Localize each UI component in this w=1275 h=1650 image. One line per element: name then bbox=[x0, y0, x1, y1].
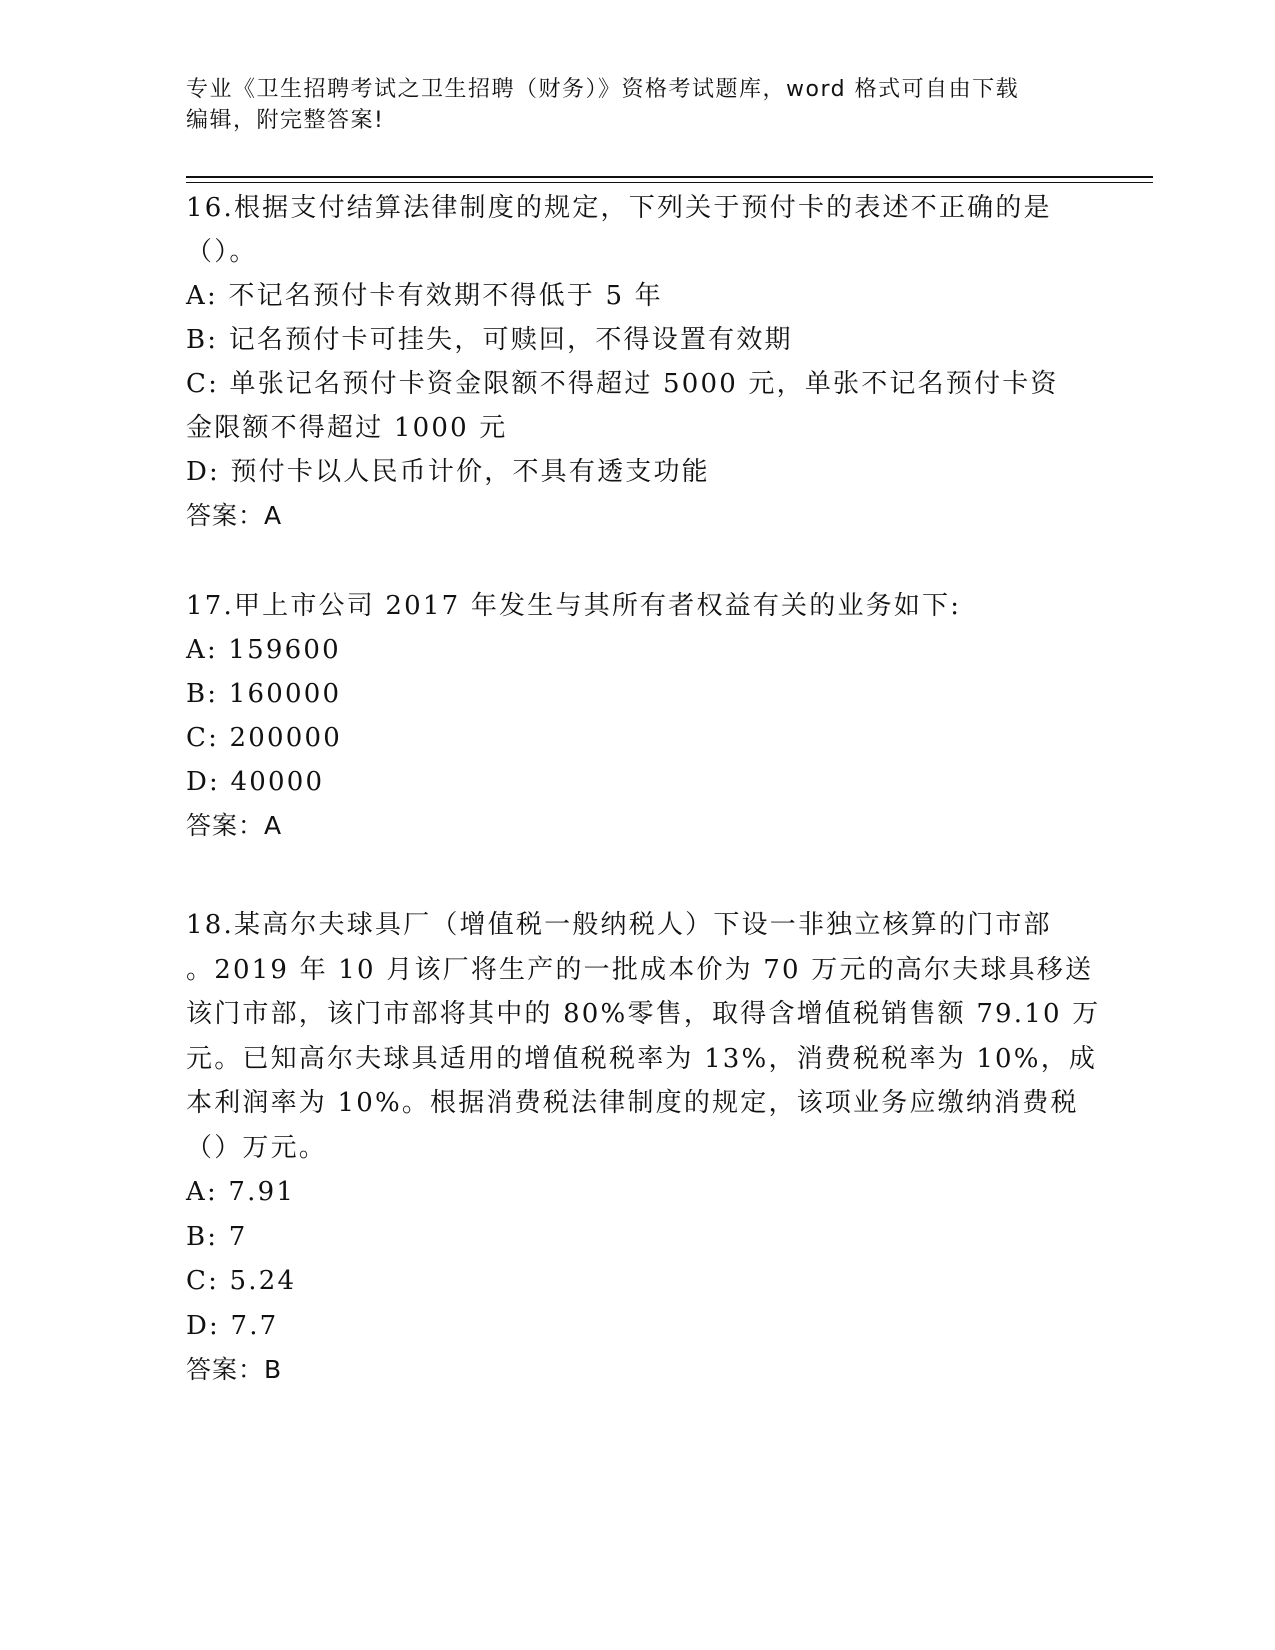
header-divider-thick bbox=[186, 176, 1153, 178]
option-d: D: 40000 bbox=[186, 767, 325, 797]
option-c: C: 单张记名预付卡资金限额不得超过 5000 元，单张不记名预付卡资 bbox=[186, 369, 1059, 399]
answer-label: 答案：A bbox=[186, 811, 283, 840]
question-stem-line: 16.根据支付结算法律制度的规定，下列关于预付卡的表述不正确的是 bbox=[186, 193, 1052, 223]
question-stem-line: 该门市部，该门市部将其中的 80%零售，取得含增值税销售额 79.10 万 bbox=[186, 999, 1101, 1029]
header-line-1: 专业《卫生招聘考试之卫生招聘（财务）》资格考试题库，word 格式可自由下载 bbox=[186, 77, 1020, 102]
option-c-continued: 金限额不得超过 1000 元 bbox=[186, 413, 508, 443]
header-line-2: 编辑，附完整答案! bbox=[186, 108, 385, 133]
option-d: D: 7.7 bbox=[186, 1310, 279, 1341]
option-a: A: 不记名预付卡有效期不得低于 5 年 bbox=[186, 281, 663, 311]
option-d: D: 预付卡以人民币计价，不具有透支功能 bbox=[186, 457, 710, 487]
question-stem-line: （）万元。 bbox=[186, 1132, 328, 1163]
option-b: B: 160000 bbox=[186, 679, 342, 709]
question-17 bbox=[186, 584, 1086, 848]
question-stem-line: 18.某高尔夫球具厂（增值税一般纳税人）下设一非独立核算的门市部 bbox=[186, 910, 1052, 940]
option-c: C: 200000 bbox=[186, 723, 342, 753]
option-a: A: 159600 bbox=[186, 635, 341, 665]
question-stem-line: 元。已知高尔夫球具适用的增值税税率为 13%，消费税税率为 10%，成 bbox=[186, 1043, 1098, 1074]
answer-label: 答案：B bbox=[186, 1355, 283, 1384]
question-stem-line: 17.甲上市公司 2017 年发生与其所有者权益有关的业务如下: bbox=[186, 591, 962, 621]
question-18 bbox=[186, 903, 1101, 1393]
option-a: A: 7.91 bbox=[186, 1177, 296, 1207]
document-header bbox=[186, 74, 1066, 136]
option-b: B: 记名预付卡可挂失，可赎回，不得设置有效期 bbox=[186, 325, 793, 355]
option-c: C: 5.24 bbox=[186, 1266, 297, 1296]
header-divider-thin bbox=[186, 182, 1153, 183]
question-stem-line: （）。 bbox=[186, 237, 258, 267]
question-stem-line: 。2019 年 10 月该厂将生产的一批成本价为 70 万元的高尔夫球具移送 bbox=[186, 954, 1094, 985]
question-stem-line: 本利润率为 10%。根据消费税法律制度的规定，该项业务应缴纳消费税 bbox=[186, 1088, 1079, 1118]
question-16 bbox=[186, 186, 1086, 538]
answer-label: 答案：A bbox=[186, 501, 283, 530]
option-b: B: 7 bbox=[186, 1221, 248, 1252]
